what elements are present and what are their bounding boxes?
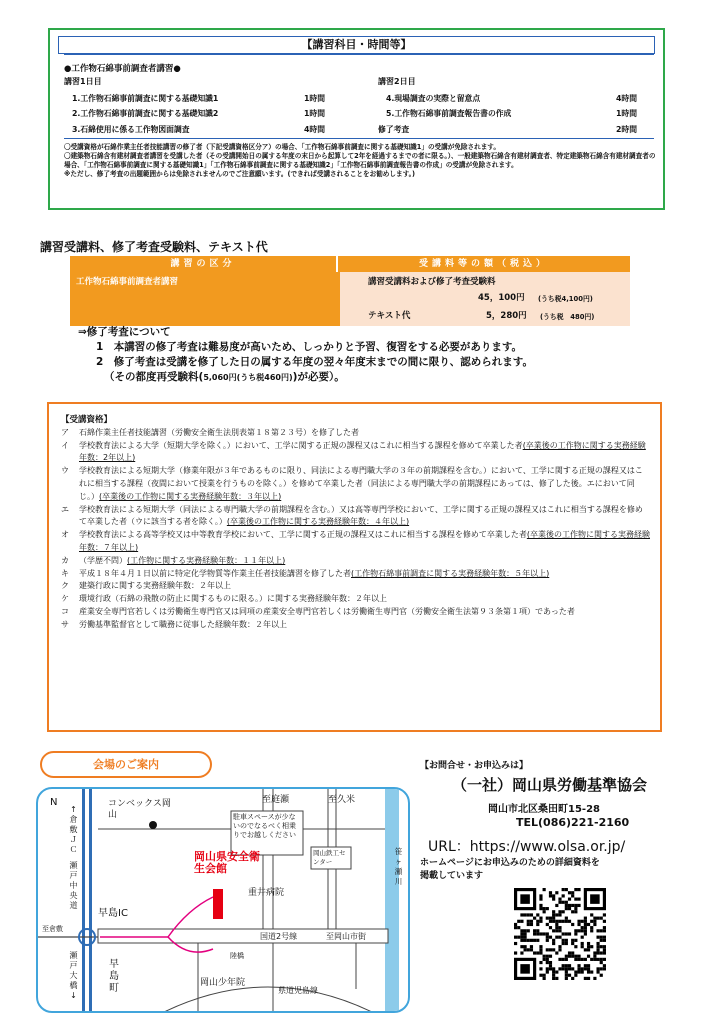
qualification-body: 建築行政に関する実務経験年数：２年以上: [79, 581, 231, 591]
day1-heading: 講習1日目: [64, 77, 102, 86]
river: [385, 789, 399, 1013]
qualification-text: [79, 465, 650, 503]
day2-item-hours: 2時間: [616, 125, 638, 134]
convex-marker: [149, 821, 157, 829]
qualification-text: [79, 593, 650, 606]
qualification-body: 学校教育法による短期大学（同法による専門職大学の前期課程を含む。）又は高等専門学校において、工学に関する正規の課程又はこれに相当する課程を修めて卒業した者（ウに該当する者を除く。）: [79, 504, 643, 527]
qualification-text: [79, 619, 650, 632]
telephone: TEL(086)221-2160: [516, 816, 630, 829]
website-note-line: ホームページにお申込みのための詳細資料を: [420, 858, 600, 868]
shonenin-label: 岡山少年院: [200, 978, 246, 988]
qualification-body: 産業安全専門官若しくは労働衛生専門官又は同項の産業安全専門官若しくは労働衛生専門官（労働安全衛生法第９３条第１項）であった者: [79, 606, 575, 616]
fee-tax: (うち税4,100円): [538, 295, 593, 303]
qualification-body: 学校教育法による高等学校又は中等教育学校において、工学に関する正規の課程又はこれに相当する課程を修めて卒業した者: [79, 530, 527, 540]
fee-title: 講習受講料、修了考査受験料、テキスト代: [40, 240, 268, 254]
exam-line: 1 本講習の修了考査は難易度が高いため、しっかりと予習、復習をする必要があります。: [96, 341, 523, 353]
exam-line: [78, 370, 533, 385]
convex-label: コンベックス岡山: [108, 799, 171, 820]
qualification-item: [61, 504, 650, 530]
fee-table: [70, 256, 630, 326]
qualification-item: [61, 555, 650, 568]
exam-line-part: （その都度再受験料(: [104, 371, 204, 383]
fee-amount-cell: [340, 272, 630, 326]
venue-marker: [213, 889, 223, 919]
qualification-item: [61, 619, 650, 632]
qualification-item: [61, 593, 650, 606]
qualification-marker: コ: [61, 606, 69, 616]
day2-item-hours: 1時間: [616, 109, 638, 118]
qualification-text: [79, 440, 650, 466]
kurashiki-jc-label: ↑倉敷ＪＣ: [69, 805, 78, 854]
sasagase-label: 笹ヶ瀬川: [394, 847, 403, 886]
day1-item: 2.工作物石綿事前調査に関する基礎知識2: [72, 109, 219, 118]
day1-item-hours: 1時間: [304, 94, 326, 103]
parking-note: 駐車スペースが少ないのでなるべく相乗りでお越しください: [233, 813, 296, 839]
course-name: ●工作物石綿事前調査者講習●: [64, 64, 181, 74]
tokume-label: 至久米: [328, 795, 356, 805]
fee-course-name: 工作物石綿事前調査者講習: [70, 272, 340, 326]
qualification-experience: (工作物に関する実務経験年数：１１年以上): [127, 555, 286, 565]
organization-name: （一社）岡山県労働基準協会: [452, 776, 648, 794]
contact-heading: 【お問合せ・お申込みは】: [420, 761, 529, 771]
qualification-item: [61, 529, 650, 555]
day1-item: 1.工作物石綿事前調査に関する基礎知識1: [72, 94, 219, 103]
divider: [64, 138, 654, 139]
exam-line: 2 修了考査は受講を修了した日の属する年度の翌々年度末までの間に限り、認められます。: [96, 356, 533, 368]
exam-notes: [78, 325, 533, 385]
text-tax: (うち税 480円): [540, 313, 595, 321]
divider: [64, 54, 654, 55]
fee-header-amount: 受講料等の額（税込）: [418, 259, 549, 269]
qualification-experience: (卒業後の工作物に関する実務経験年数：2年以上): [79, 440, 646, 463]
qualification-body: （学歴不問）: [79, 555, 127, 565]
qualification-title: 【受講資格】: [61, 415, 113, 425]
day2-item: 4.現場調査の実際と留意点: [386, 94, 481, 103]
hayashima-ic-label: 早島IC: [98, 908, 128, 919]
qualification-item: [61, 427, 650, 440]
qualification-marker: ケ: [61, 594, 69, 604]
setochuo-label: 瀬戸中央道: [69, 861, 78, 910]
shigei-label: 重井病院: [248, 888, 285, 898]
note: 〇受講資格が石綿作業主任者技能講習の修了者（下記受講資格区分ア）の場合、「工作物石綿事前調査に関する基礎知識1」の受講が免除されます。: [64, 143, 500, 151]
fee-amount: 45，100円: [478, 293, 525, 303]
text-label: テキスト代: [368, 311, 411, 321]
hayashima-town-label: 早島町: [109, 959, 119, 994]
qualification-text: [79, 529, 650, 555]
qualification-marker: イ: [61, 440, 69, 450]
qualification-box: [47, 402, 662, 732]
exam-heading: ⇒修了考査について: [78, 326, 171, 338]
day1-item-hours: 4時間: [304, 125, 326, 134]
qualification-experience: (卒業後の工作物に関する実務経験年数：７年以上): [79, 530, 650, 552]
exam-line-part: )が必要）。: [292, 371, 345, 383]
qualification-marker: サ: [61, 619, 69, 629]
qualification-body: 学校教育法による短期大学（修業年限が３年であるものに限り、同法による専門職大学の３年の前期課程を含む。）において、工学に関する正規の課程又はこれに相当する課程（夜間において授業を行うものを除く。）を修めて卒業した者（同法による専門職大学の前期課程にあっては、修了した後。エにおいて同じ。）: [79, 466, 643, 501]
course-info-box: [48, 28, 665, 210]
qualification-body: 平成１８年４月１日以前に特定化学物質等作業主任者技能講習を修了した者: [79, 568, 351, 578]
venue-name-label: 岡山県安全衛生会館: [194, 850, 260, 875]
to-city-label: 至岡山市街: [326, 932, 366, 941]
qualification-text: [79, 568, 650, 581]
day2-heading: 講習2日目: [378, 77, 416, 86]
qualification-list: [61, 427, 650, 632]
day2-item-hours: 4時間: [616, 94, 638, 103]
qualification-item: [61, 568, 650, 581]
qualification-body: 労働基準監督官として職務に従事した経験年数：２年以上: [79, 619, 287, 629]
toniwase-label: 至庭瀬: [262, 795, 290, 805]
note: 〇建築物石綿含有建材調査者講習を受講した者（その受講開始日の属する年度の末日から起算して2年を経過するまでの者に限る。）、一般建築物石綿含有建材調査者、特定建築物石綿含有建材調査者の場合、「工作物石綿事前調査に関する基礎知識1」「工作物石綿事前調査に関する基礎知識2」「工作物石綿事前調査報告書の作成」の受講が免除されます。: [64, 152, 656, 169]
qualification-experience: (工作物石綿事前調査に関する実務経験年数：５年以上): [351, 568, 550, 578]
fee-header-category: 講習の区分: [70, 256, 338, 272]
fee-label: 講習受講料および修了考査受験料: [368, 277, 496, 287]
expressway-center: [85, 789, 89, 1013]
exemption-notes: [64, 143, 656, 179]
qualification-item: [61, 606, 650, 619]
venue-map: [36, 787, 410, 1013]
qualification-item: [61, 580, 650, 593]
qualification-marker: キ: [61, 568, 69, 578]
qualification-text: [79, 580, 650, 593]
website-note: [420, 857, 600, 883]
qr-code-icon[interactable]: [514, 888, 606, 980]
qualification-body: 石綿作業主任者技能講習（労働安全衛生法別表第１８第２３号）を修了した者: [79, 427, 359, 437]
course-info-title: 【講習科目・時間等】: [58, 36, 655, 54]
fee-table-header: [70, 256, 630, 272]
qualification-experience: (卒業後の工作物に関する実務経験年数：３年以上): [99, 491, 282, 501]
road: [158, 987, 378, 1013]
fee-table-row: [70, 272, 630, 326]
website-note-line: 掲載しています: [420, 871, 484, 881]
day1-item: 3.石綿使用に係る工作物図面調査: [72, 125, 190, 134]
website-url[interactable]: URL：https://www.olsa.or.jp/: [428, 839, 626, 855]
qualification-marker: ク: [61, 581, 69, 591]
to-kurashiki-label: 至倉敷: [42, 925, 63, 933]
north-label: N: [50, 797, 58, 808]
note: ※ただし、修了考査の出題範囲からは免除されませんのでご注意願います。(できれば受講されることをお勧めします。): [64, 170, 415, 178]
qualification-item: [61, 440, 650, 466]
qualification-text: [79, 427, 650, 440]
qualification-text: [79, 555, 650, 568]
qualification-marker: カ: [61, 555, 69, 565]
text-amount: 5，280円: [486, 311, 527, 321]
qualification-marker: エ: [61, 504, 69, 514]
qualification-item: [61, 465, 650, 503]
qualification-marker: ア: [61, 427, 69, 437]
qualification-experience: (卒業後の工作物に関する実務経験年数：４年以上): [226, 517, 410, 527]
qualification-marker: オ: [61, 530, 69, 540]
exam-retake-fee: 5,060円(うち税460円): [203, 373, 293, 382]
day2-item: 5.工作物石綿事前調査報告書の作成: [386, 109, 512, 118]
address: 岡山市北区桑田町15-28: [488, 804, 600, 815]
rikkyo-label: 陸橋: [230, 952, 244, 960]
qualification-text: [79, 504, 650, 530]
qualification-body: 学校教育法による大学（短期大学を除く。）において、工学に関する正規の課程又はこれに相当する課程を修めて卒業した者: [79, 440, 523, 450]
day2-item: 修了考査: [378, 125, 410, 134]
route2-label: 国道2号線: [260, 932, 298, 941]
okayama-iron-label: 岡山鉄工センター: [313, 849, 346, 866]
qualification-marker: ウ: [61, 466, 69, 476]
setoohashi-label: 瀬戸大橋↓: [69, 951, 78, 1000]
contact-block: [420, 758, 705, 881]
qualification-body: 環境行政（石綿の飛散の防止に関するものに限る。）に関する実務経験年数：２年以上: [79, 594, 387, 604]
qualification-text: [79, 606, 650, 619]
kenko-label: 県道児島線: [278, 986, 318, 995]
day1-item-hours: 1時間: [304, 109, 326, 118]
venue-tab: 会場のご案内: [40, 751, 212, 778]
